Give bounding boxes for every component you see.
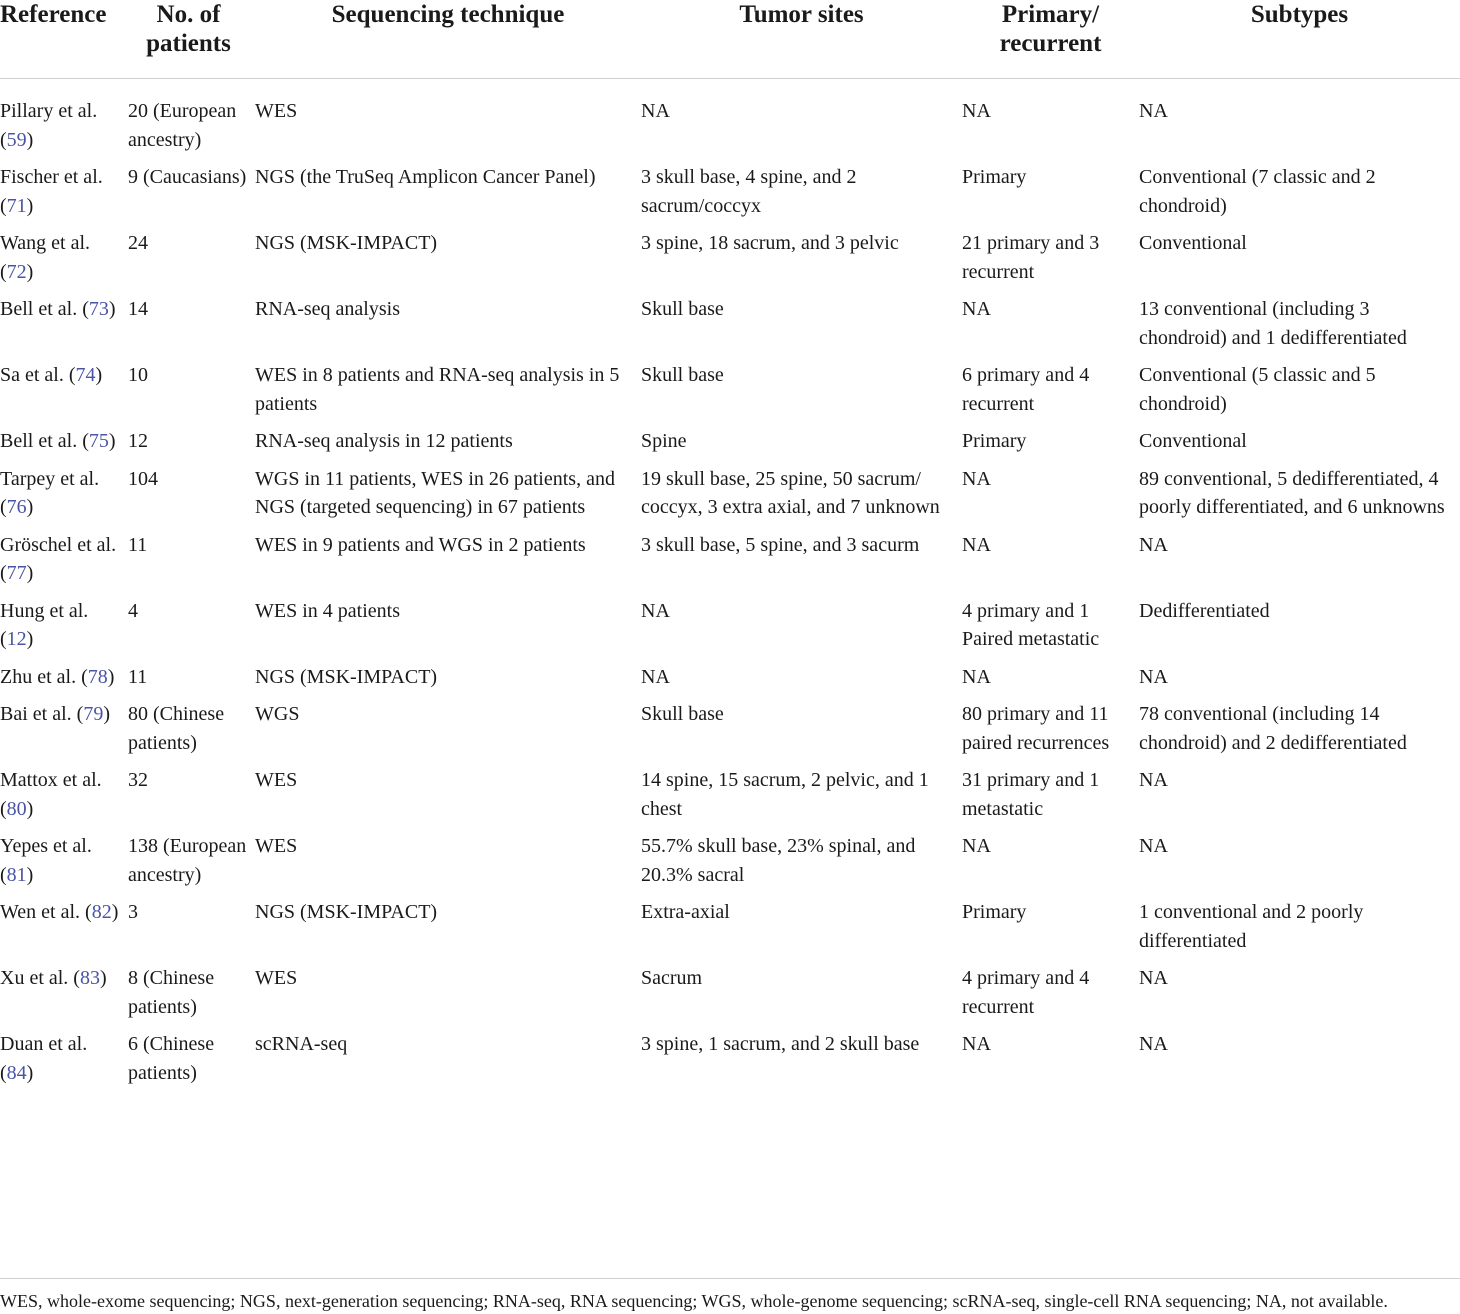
header-subtypes: Subtypes <box>1139 0 1460 79</box>
cell-technique: WGS in 11 patients, WES in 26 patients, and NGS (targeted sequencing) in 67 patients <box>255 467 615 518</box>
header-sites: Tumor sites <box>641 0 962 79</box>
cell-subtypes: 78 conventional (including 14 chondroid) and 2 dedifferentiated <box>1139 703 1407 754</box>
citation-link[interactable]: 71 <box>6 194 27 217</box>
table-row <box>0 427 1460 465</box>
table-row <box>0 465 1460 531</box>
table-row <box>0 79 1460 164</box>
citation-link[interactable]: 75 <box>88 430 109 452</box>
cell-sites: NA <box>641 665 670 688</box>
cell-patients: 6 (Chinese patients) <box>128 1033 215 1084</box>
reference-close: ) <box>108 298 116 320</box>
cell-patients: 104 <box>128 467 158 490</box>
cell-technique: WES in 9 patients and WGS in 2 patients <box>255 533 586 556</box>
reference-close: ) <box>26 863 34 886</box>
cell-sites: 3 skull base, 5 spine, and 3 sacurm <box>641 533 920 556</box>
cell-subtypes: 13 conventional (including 3 chondroid) and 1 dedifferentiated <box>1139 298 1407 349</box>
cell-patients: 11 <box>128 533 148 556</box>
cell-primary: NA <box>962 467 991 490</box>
cell-reference <box>0 832 128 898</box>
cell-primary: Primary <box>962 901 1027 923</box>
reference-close: ) <box>111 901 119 923</box>
cell-sites: 14 spine, 15 sacrum, 2 pelvic, and 1 chest <box>641 769 929 820</box>
reference-author: Pillary et al. ( <box>0 100 98 151</box>
table-header <box>0 0 1460 79</box>
cell-subtypes: 1 conventional and 2 poorly differentiated <box>1139 901 1364 952</box>
cell-technique: WGS <box>255 703 300 725</box>
citation-link[interactable]: 78 <box>87 665 108 688</box>
cell-sites: NA <box>641 100 670 122</box>
table-row <box>0 597 1460 663</box>
table-row <box>0 766 1460 832</box>
cell-subtypes: NA <box>1139 100 1168 122</box>
cell-patients: 8 (Chinese patients) <box>128 967 215 1018</box>
cell-subtypes: NA <box>1139 835 1168 857</box>
citation-link[interactable]: 72 <box>6 260 27 283</box>
table-row <box>0 163 1460 229</box>
cell-primary: 6 primary and 4 recurrent <box>962 364 1090 415</box>
cell-subtypes: Conventional <box>1139 430 1247 452</box>
cell-reference <box>0 79 128 164</box>
citation-link[interactable]: 84 <box>6 1061 27 1084</box>
cell-sites: Skull base <box>641 703 724 725</box>
cell-primary: 4 primary and 4 recurrent <box>962 967 1090 1018</box>
citation-link[interactable]: 80 <box>6 797 27 820</box>
reference-author: Bell et al. ( <box>0 430 89 452</box>
table-row <box>0 361 1460 427</box>
reference-close: ) <box>103 703 110 725</box>
cell-patients: 20 (European ancestry) <box>128 100 237 151</box>
cell-primary: NA <box>962 298 991 320</box>
cell-sites: Skull base <box>641 298 724 320</box>
cell-reference <box>0 427 128 465</box>
cell-technique: scRNA-seq <box>255 1033 348 1055</box>
cell-sites: Skull base <box>641 364 724 386</box>
cell-patients: 32 <box>128 769 148 791</box>
reference-close: ) <box>26 194 34 217</box>
cell-sites: 55.7% skull base, 23% spinal, and 20.3% sacral <box>641 835 916 886</box>
citation-link[interactable]: 12 <box>6 628 27 650</box>
table-row <box>0 832 1460 898</box>
citation-link[interactable]: 77 <box>6 562 27 584</box>
cell-subtypes: 89 conventional, 5 dedifferentiated, 4 poorly differentiated, and 6 unknowns <box>1139 467 1445 518</box>
citation-link[interactable]: 73 <box>88 298 109 320</box>
reference-close: ) <box>26 797 34 820</box>
reference-author: Fischer et al. ( <box>0 166 103 217</box>
cell-patients: 3 <box>128 901 138 923</box>
cell-subtypes: Conventional (5 classic and 5 chondroid) <box>1139 364 1376 415</box>
cell-reference <box>0 1030 128 1105</box>
cell-primary: NA <box>962 533 991 556</box>
citation-link[interactable]: 79 <box>83 703 104 725</box>
cell-sites: 3 spine, 18 sacrum, and 3 pelvic <box>641 232 899 254</box>
cell-subtypes: NA <box>1139 1033 1168 1055</box>
cell-patients: 24 <box>128 232 148 254</box>
citation-link[interactable]: 83 <box>79 967 100 989</box>
reference-author: Zhu et al. ( <box>0 665 88 688</box>
cell-reference <box>0 531 128 597</box>
cell-primary: 80 primary and 11 paired recurrences <box>962 703 1110 754</box>
reference-close: ) <box>26 628 34 650</box>
cell-subtypes: NA <box>1139 665 1168 688</box>
cell-technique: WES <box>255 967 298 989</box>
reference-author: Bell et al. ( <box>0 298 89 320</box>
reference-author: Wen et al. ( <box>0 901 92 923</box>
header-reference: Reference <box>0 0 128 79</box>
header-patients: No. of patients <box>128 0 255 79</box>
cell-technique: WES in 8 patients and RNA-seq analysis in 5 patients <box>255 364 620 415</box>
table-row <box>0 531 1460 597</box>
cell-patients: 14 <box>128 298 148 320</box>
reference-author: Xu et al. ( <box>0 967 80 989</box>
reference-close: ) <box>107 665 115 688</box>
cell-reference <box>0 663 128 701</box>
citation-link[interactable]: 82 <box>91 901 112 923</box>
cell-sites: 3 skull base, 4 spine, and 2 sacrum/coccyx <box>641 166 857 217</box>
cell-reference <box>0 700 128 766</box>
cell-subtypes: Conventional (7 classic and 2 chondroid) <box>1139 166 1376 217</box>
citation-link[interactable]: 59 <box>6 128 27 151</box>
cell-primary: NA <box>962 100 991 122</box>
table-row <box>0 700 1460 766</box>
cell-patients: 80 (Chinese patients) <box>128 703 225 754</box>
cell-technique: NGS (MSK-IMPACT) <box>255 901 438 923</box>
reference-close: ) <box>26 128 34 151</box>
cell-subtypes: NA <box>1139 769 1168 791</box>
cell-primary: 31 primary and 1 metastatic <box>962 769 1100 820</box>
reference-author: Gröschel et al. ( <box>0 533 117 584</box>
reference-close: ) <box>26 260 34 283</box>
cell-primary: NA <box>962 835 991 857</box>
table-footnote: WES, whole-exome sequencing; NGS, next-generation sequencing; RNA-seq, RNA sequencing; WGS, whole-genome sequencing; scRNA-seq, single-cell RNA sequencing; NA, not available. <box>0 1278 1460 1314</box>
cell-technique: NGS (MSK-IMPACT) <box>255 665 438 688</box>
cell-patients: 4 <box>128 599 138 622</box>
cell-reference <box>0 163 128 229</box>
cell-sites: Sacrum <box>641 967 703 989</box>
table-row <box>0 1030 1460 1105</box>
reference-author: Yepes et al. ( <box>0 835 92 886</box>
reference-author: Duan et al. ( <box>0 1033 88 1084</box>
cell-reference <box>0 898 128 964</box>
header-technique: Sequencing technique <box>255 0 641 79</box>
cell-primary: 21 primary and 3 recurrent <box>962 232 1100 283</box>
cell-primary: Primary <box>962 166 1027 188</box>
cell-patients: 9 (Caucasians) <box>128 166 247 188</box>
header-primary: Primary/ recurrent <box>962 0 1139 79</box>
reference-author: Bai et al. ( <box>0 703 84 725</box>
reference-close: ) <box>99 967 107 989</box>
cell-reference <box>0 766 128 832</box>
cell-primary: 4 primary and 1 Paired metastatic <box>962 599 1100 650</box>
table-row <box>0 229 1460 295</box>
cell-subtypes: Dedifferentiated <box>1139 599 1270 622</box>
reference-author: Mattox et al. ( <box>0 769 102 820</box>
cell-reference <box>0 361 128 427</box>
cell-patients: 138 (European ancestry) <box>128 835 247 886</box>
cell-technique: WES <box>255 769 298 791</box>
cell-reference <box>0 465 128 531</box>
cell-sites: NA <box>641 599 670 622</box>
table-body <box>0 79 1460 1106</box>
cell-sites: Extra-axial <box>641 901 730 923</box>
cell-primary: Primary <box>962 430 1027 452</box>
cell-subtypes: Conventional <box>1139 232 1247 254</box>
cell-sites: 19 skull base, 25 spine, 50 sacrum/ coccyx, 3 extra axial, and 7 unknown <box>641 467 940 518</box>
cell-primary: NA <box>962 1033 991 1055</box>
reference-close: ) <box>95 364 103 386</box>
cell-sites: Spine <box>641 430 687 452</box>
table-row <box>0 898 1460 964</box>
reference-author: Tarpey et al. ( <box>0 467 100 518</box>
cell-technique: NGS (the TruSeq Amplicon Cancer Panel) <box>255 166 596 188</box>
table-row <box>0 663 1460 701</box>
reference-author: Wang et al. ( <box>0 232 91 283</box>
reference-close: ) <box>26 562 34 584</box>
cell-technique: RNA-seq analysis in 12 patients <box>255 430 513 452</box>
citation-link[interactable]: 76 <box>6 496 27 518</box>
reference-author: Sa et al. ( <box>0 364 76 386</box>
cell-reference <box>0 229 128 295</box>
cell-subtypes: NA <box>1139 967 1168 989</box>
cell-technique: WES <box>255 100 298 122</box>
reference-close: ) <box>108 430 116 452</box>
citation-link[interactable]: 81 <box>6 863 27 886</box>
cell-technique: WES in 4 patients <box>255 599 400 622</box>
reference-close: ) <box>26 496 34 518</box>
cell-patients: 12 <box>128 430 148 452</box>
cell-patients: 11 <box>128 665 148 688</box>
header-row <box>0 0 1460 79</box>
cell-technique: NGS (MSK-IMPACT) <box>255 232 438 254</box>
reference-close: ) <box>26 1061 34 1084</box>
cell-reference <box>0 964 128 1030</box>
cell-subtypes: NA <box>1139 533 1168 556</box>
cell-reference <box>0 597 128 663</box>
table-row <box>0 964 1460 1030</box>
cell-technique: RNA-seq analysis <box>255 298 400 320</box>
citation-link[interactable]: 74 <box>75 364 96 386</box>
table-row <box>0 295 1460 361</box>
cell-patients: 10 <box>128 364 148 386</box>
cell-technique: WES <box>255 835 298 857</box>
reference-author: Hung et al. ( <box>0 599 89 650</box>
cell-primary: NA <box>962 665 991 688</box>
cell-sites: 3 spine, 1 sacrum, and 2 skull base <box>641 1033 920 1055</box>
cell-reference <box>0 295 128 361</box>
